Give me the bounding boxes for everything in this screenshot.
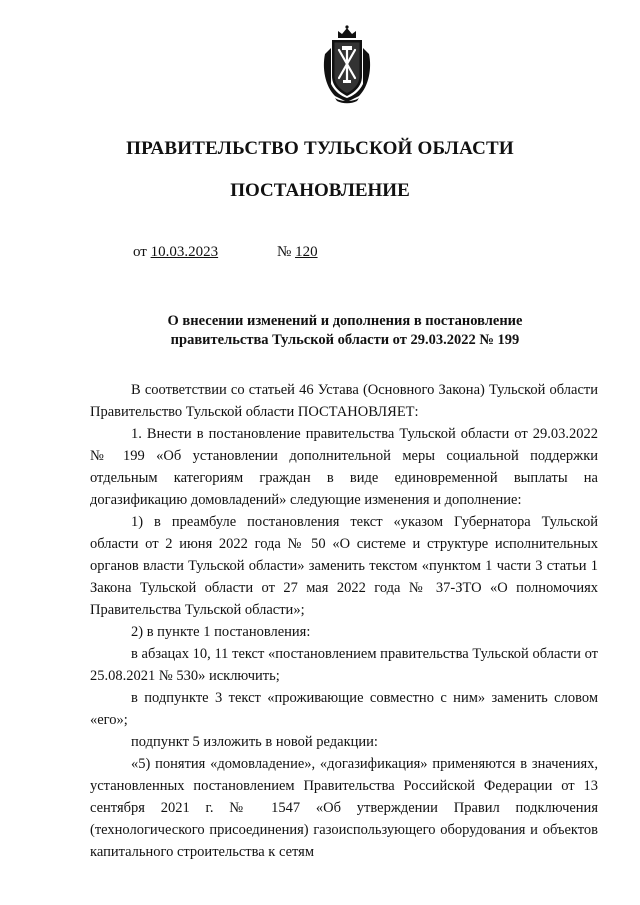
- date-prefix: от: [133, 244, 147, 260]
- body-paragraph: 1) в преамбуле постановления текст «указом Губернатора Тульской области от 2 июня 2022 года № 50 «О системе и структуре исполнительных органов власти Тульской области» заменить текстом «пунктом 1 части 3 статьи 1 Закона Тульской области от 27 мая 2022 года № 37-ЗТО «О полномочиях Правительства Тульской области»;: [90, 514, 598, 618]
- document-body: [90, 379, 598, 863]
- tula-coat-of-arms-icon: [319, 24, 375, 104]
- document-date: [133, 244, 218, 261]
- body-paragraph: 1. Внести в постановление правительства Тульской области от 29.03.2022 № 199 «Об установлении дополнительной меры социальной поддержки отдельным категориям граждан в виде единовременной выплаты на догазификацию домовладений» следующие изменения и дополнение:: [90, 426, 598, 508]
- government-title: ПРАВИТЕЛЬСТВО ТУЛЬСКОЙ ОБЛАСТИ: [126, 138, 514, 159]
- subject-line-1: О внесении изменений и дополнения в постановление: [167, 313, 523, 329]
- document-number: [277, 244, 318, 261]
- number-value: 120: [295, 244, 318, 260]
- date-value: 10.03.2023: [150, 244, 219, 260]
- document-type-title: ПОСТАНОВЛЕНИЕ: [230, 180, 410, 201]
- subject-line-2: правительства Тульской области от 29.03.2022 № 199: [170, 332, 520, 348]
- document-subject: [100, 312, 590, 350]
- body-paragraph: в подпункте 3 текст «проживающие совместно с ним» заменить словом «его»;: [90, 690, 598, 728]
- body-paragraph: в абзацах 10, 11 текст «постановлением правительства Тульской области от 25.08.2021 № 530» исключить;: [90, 646, 598, 684]
- number-prefix: №: [277, 244, 292, 260]
- body-paragraph: подпункт 5 изложить в новой редакции:: [131, 734, 378, 750]
- body-paragraph: 2) в пункте 1 постановления:: [131, 624, 311, 640]
- body-paragraph: В соответствии со статьей 46 Устава (Основного Закона) Тульской области Правительство Тульской области ПОСТАНОВЛЯЕТ:: [90, 382, 598, 420]
- body-paragraph: «5) понятия «домовладение», «догазификация» применяются в значениях, установленных постановлением Правительства Российской Федерации от 13 сентября 2021 г. № 1547 «Об утверждении Правил подключения (технологического присоединения) газоиспользующего оборудования и объектов капитального строительства к сетям: [90, 756, 598, 860]
